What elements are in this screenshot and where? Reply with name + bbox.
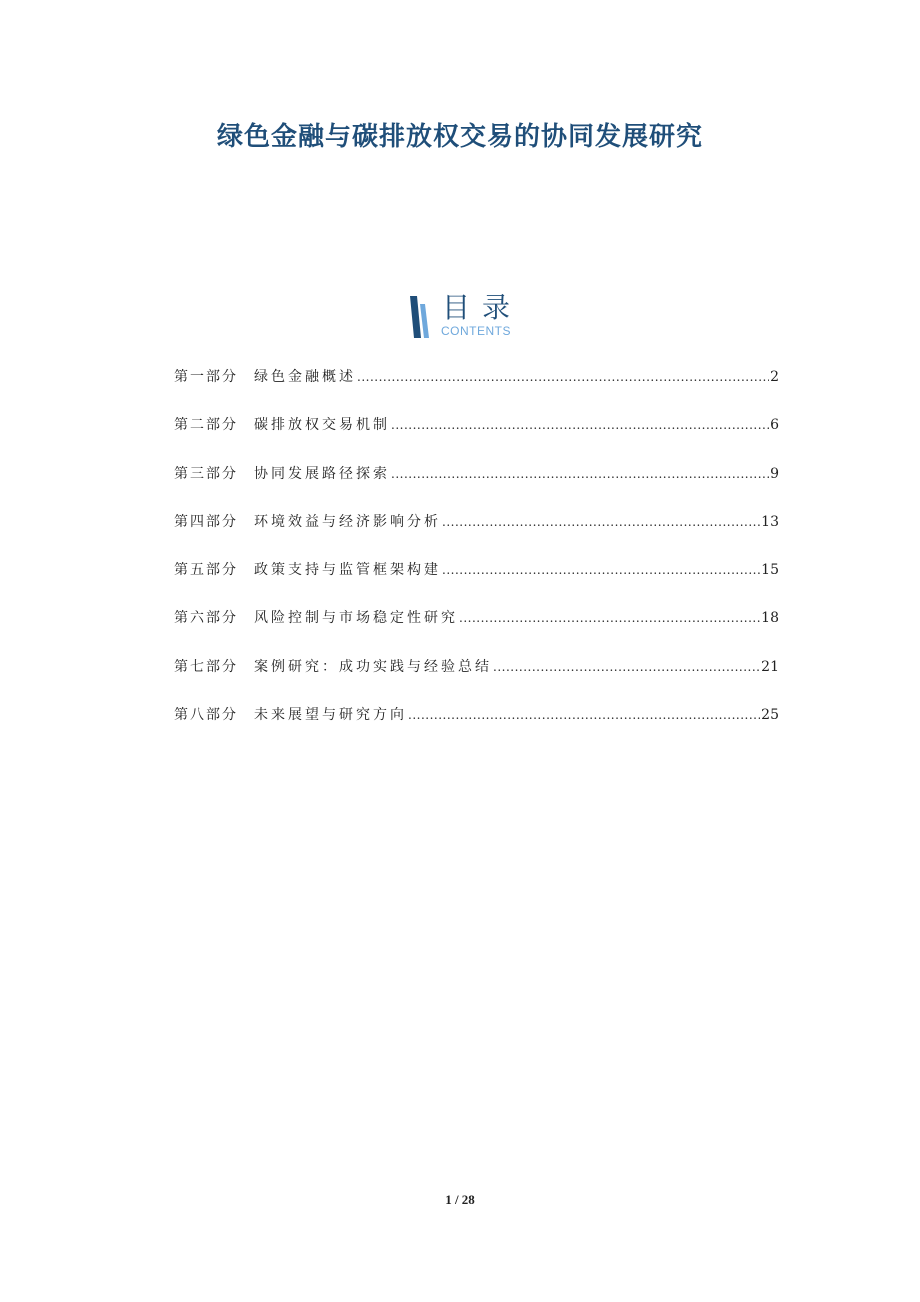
toc-entry-page: 15 xyxy=(761,562,779,579)
toc-entry-part: 第四部分 xyxy=(174,513,238,530)
toc-dot-leader xyxy=(442,557,760,583)
toc-entry-part: 第三部分 xyxy=(174,465,238,482)
toc-entry-title: 政策支持与监管框架构建 xyxy=(254,562,441,579)
toc-entry-page: 25 xyxy=(761,707,779,724)
toc-entry[interactable] xyxy=(174,461,779,509)
contents-logo-icon xyxy=(408,296,432,338)
toc-entry-title: 环境效益与经济影响分析 xyxy=(254,513,441,530)
toc-entry[interactable] xyxy=(174,702,779,750)
toc-entry-title: 风险控制与市场稳定性研究 xyxy=(254,610,458,627)
toc-dot-leader xyxy=(459,605,760,631)
toc-entry-page: 13 xyxy=(761,513,779,530)
toc-entry[interactable] xyxy=(174,509,779,557)
toc-entry[interactable] xyxy=(174,654,779,702)
toc-entry-part: 第八部分 xyxy=(174,707,238,724)
toc-heading: 目录 xyxy=(442,291,523,324)
toc-entry-page: 18 xyxy=(761,610,779,627)
toc-entry-part: 第一部分 xyxy=(174,369,238,385)
toc-entry-page: 9 xyxy=(770,465,779,482)
toc-entry-page: 6 xyxy=(770,417,779,434)
toc-entry-title: 碳排放权交易机制 xyxy=(254,417,390,434)
toc-list xyxy=(174,364,779,750)
toc-entry[interactable] xyxy=(174,412,779,460)
toc-entry-title: 协同发展路径探索 xyxy=(254,465,390,482)
toc-entry[interactable] xyxy=(174,557,779,605)
toc-entry-title: 未来展望与研究方向 xyxy=(254,707,407,724)
toc-entry[interactable] xyxy=(174,605,779,653)
toc-entry[interactable] xyxy=(174,364,779,412)
toc-entry-title: 绿色金融概述 xyxy=(254,369,356,385)
toc-dot-leader xyxy=(442,509,760,535)
toc-subheading: CONTENTS xyxy=(441,324,511,338)
toc-dot-leader xyxy=(391,461,769,487)
toc-dot-leader xyxy=(493,654,760,680)
toc-entry-part: 第五部分 xyxy=(174,562,238,579)
toc-dot-leader xyxy=(391,412,769,438)
toc-entry-part: 第二部分 xyxy=(174,417,238,434)
toc-dot-leader xyxy=(408,702,760,728)
toc-entry-part: 第六部分 xyxy=(174,610,238,627)
toc-entry-part: 第七部分 xyxy=(174,658,238,675)
page-number-footer: 1 / 28 xyxy=(445,1192,475,1207)
toc-entry-page: 2 xyxy=(770,369,779,385)
document-title: 绿色金融与碳排放权交易的协同发展研究 xyxy=(216,122,703,152)
toc-header xyxy=(408,292,528,340)
toc-entry-page: 21 xyxy=(761,658,779,675)
toc-dot-leader xyxy=(357,364,769,390)
toc-entry-title: 案例研究：成功实践与经验总结 xyxy=(254,658,492,675)
